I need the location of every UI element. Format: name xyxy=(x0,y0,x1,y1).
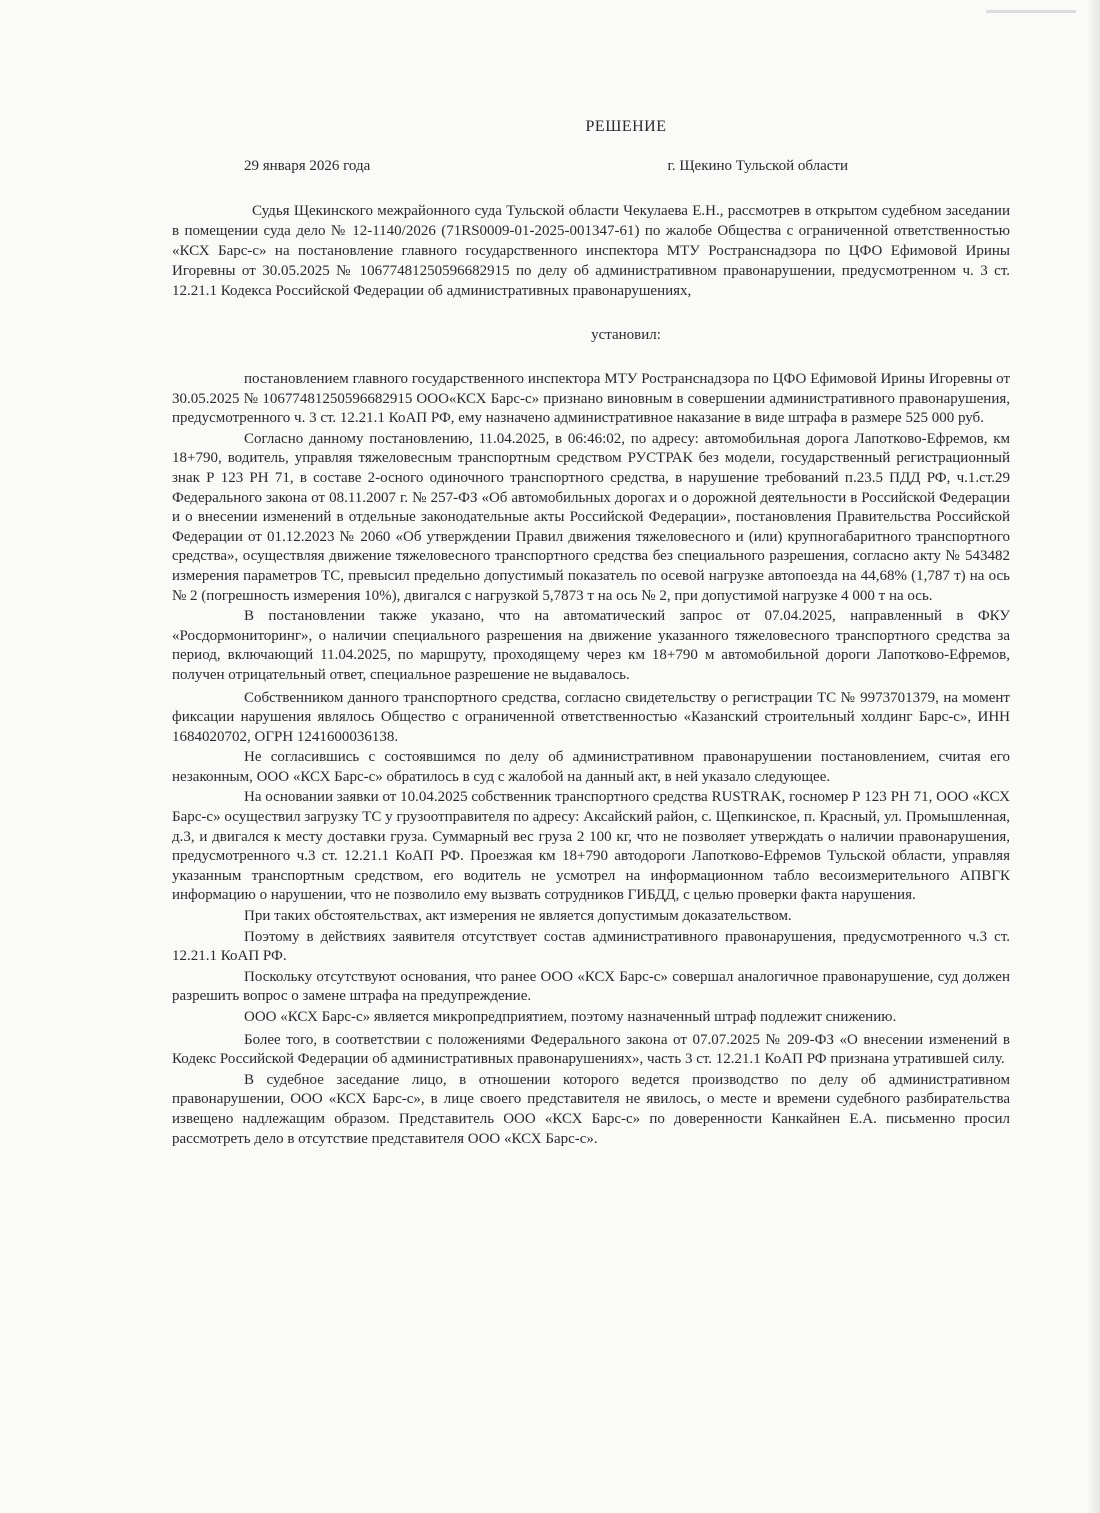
document-body xyxy=(172,118,1010,1150)
paragraph: Собственником данного транспортного средства, согласно свидетельству о регистрации ТС № 9973701379, на момент фиксации нарушения являлось Общество с ограниченной ответственностью «Казанский строительный холдинг Барс-с», ИНН 1684020702, ОГРН 1241600036138. xyxy=(172,689,1010,745)
document-place: г. Щекино Тульской области xyxy=(667,158,848,174)
paragraph: Более того, в соответствии с положениями Федерального закона от 07.07.2025 № 209-ФЗ «О внесении изменений в Кодекс Российской Федерации об административных правонарушениях», часть 3 ст. 12.21.1 КоАП РФ признана утратившей силу. xyxy=(172,1031,1010,1068)
paragraph: В постановлении также указано, что на автоматический запрос от 07.04.2025, направленный в ФКУ «Росдормониторинг», о наличии специального разрешения на движение указанного тяжеловесного транспортного средства за период, включающий 11.04.2025, по маршруту, проходящему через км 18+790 м автомобильной дороги Лапотково-Ефремов, получен отрицательный ответ, специальное разрешение не выдавалось. xyxy=(172,608,1010,683)
document-date: 29 января 2026 года xyxy=(244,158,371,174)
paragraph: ООО «КСХ Барс-с» является микропредприятием, поэтому назначенный штраф подлежит снижению. xyxy=(244,1009,897,1025)
paragraph: На основании заявки от 10.04.2025 собственник транспортного средства RUSTRAK, госномер Р 123 РН 71, ООО «КСХ Барс-с» осуществил загрузку ТС у грузоотправителя по адресу: Аксайский район, с. Щепкинское, п. Красный, ул. Промышленная, д.3, и двигался к месту доставки груза. Суммарный вес груза 2 100 кг, что не позволяет утверждать о наличии правонарушения, предусмотренного ч.3 ст. 12.21.1 КоАП РФ. Проезжая км 18+790 автодороги Лапотково-Ефремов Тульской области, управляя указанным транспортным средством, его водитель не усмотрел на информационном табло весоизмерительного АПВГК информацию о нарушении, что не позволило ему вызвать сотрудников ГИБДД, с целью проверки факта нарушения. xyxy=(172,789,1010,904)
document-title: РЕШЕНИЕ xyxy=(585,118,667,135)
date-place-row xyxy=(172,158,1010,175)
paragraph: постановлением главного государственного инспектора МТУ Ространснадзора по ЦФО Ефимовой Ирины Игоревны от 30.05.2025 № 10677481250596682915 ООО«КСХ Барс-с» признано виновным в совершении административного правонарушения, предусмотренного ч. 3 ст. 12.21.1 КоАП РФ, ему назначено административное наказание в виде штрафа в размере 525 000 руб. xyxy=(172,371,1010,427)
scan-mark xyxy=(986,10,1076,13)
paragraph: Поскольку отсутствуют основания, что ранее ООО «КСХ Барс-с» совершал аналогичное правонарушение, суд должен разрешить вопрос о замене штрафа на предупреждение. xyxy=(172,968,1010,1005)
paragraph: Согласно данному постановлению, 11.04.2025, в 06:46:02, по адресу: автомобильная дорога Лапотково-Ефремов, км 18+790, водитель, управляя тяжеловесным транспортным средством РУСТРАК без модели, государственный регистрационный знак Р 123 РН 71, в составе 2-осного одиночного транспортного средства, в нарушение требований п.23.5 ПДД РФ, ч.1.ст.29 Федерального закона от 08.11.2007 г. № 257-ФЗ «Об автомобильных дорогах и о дорожной деятельности в Российской Федерации и о внесении изменений в отдельные законодательные акты Российской Федерации», постановления Правительства Российской Федерации от 01.12.2023 № 2060 «Об утверждении Правил движения тяжеловесного и (или) крупногабаритного транспортного средства», осуществляя движение тяжеловесного транспортного средства без специального разрешения, согласно акту № 543482 измерения параметров ТС, превысил предельно допустимый показатель по осевой нагрузке автопоезда на 44,68% (1,787 т) на ось № 2 (погрешность измерения 10%), двигался с нагрузкой 5,7873 т на ось № 2, при допустимой нагрузке 4 000 т на ось. xyxy=(172,430,1010,604)
paragraph: Не согласившись с состоявшимся по делу об административном правонарушении постановлением, считая его незаконным, ООО «КСХ Барс-с» обратилось в суд с жалобой на данный акт, в ней указало следующее. xyxy=(172,749,1010,785)
scan-edge-shadow xyxy=(1086,0,1100,1513)
body-paragraphs xyxy=(172,370,1010,1149)
paragraph: Поэтому в действиях заявителя отсутствует состав административного правонарушения, предусмотренного ч.3 ст. 12.21.1 КоАП РФ. xyxy=(172,928,1010,965)
intro-paragraph: Судья Щекинского межрайонного суда Тульской области Чекулаева Е.Н., рассмотрев в открытом судебном заседании в помещении суда дело № 12-1140/2026 (71RS0009-01-2025-001347-61) по жалобе Общества с ограниченной ответственностью «КСХ Барс-с» на постановление главного государственного инспектора МТУ Ространснадзора по ЦФО Ефимовой Ирины Игоревны от 30.05.2025 № 10677481250596682915 по делу об административном правонарушении, предусмотренном ч. 3 ст. 12.21.1 Кодекса Российской Федерации об административных правонарушениях, xyxy=(172,203,1010,299)
paragraph: При таких обстоятельствах, акт измерения не является допустимым доказательством. xyxy=(244,908,792,925)
established-heading: установил: xyxy=(591,327,661,343)
paragraph: В судебное заседание лицо, в отношении которого ведется производство по делу об административном правонарушении, ООО «КСХ Барс-с», в лице своего представителя не явилось, о месте и времени судебного разбирательства извещено надлежащим образом. Представитель ООО «КСХ Барс-с» по доверенности Канкайнен Е.А. письменно просил рассмотреть дело в отсутствие представителя ООО «КСХ Барс-с». xyxy=(172,1071,1010,1147)
